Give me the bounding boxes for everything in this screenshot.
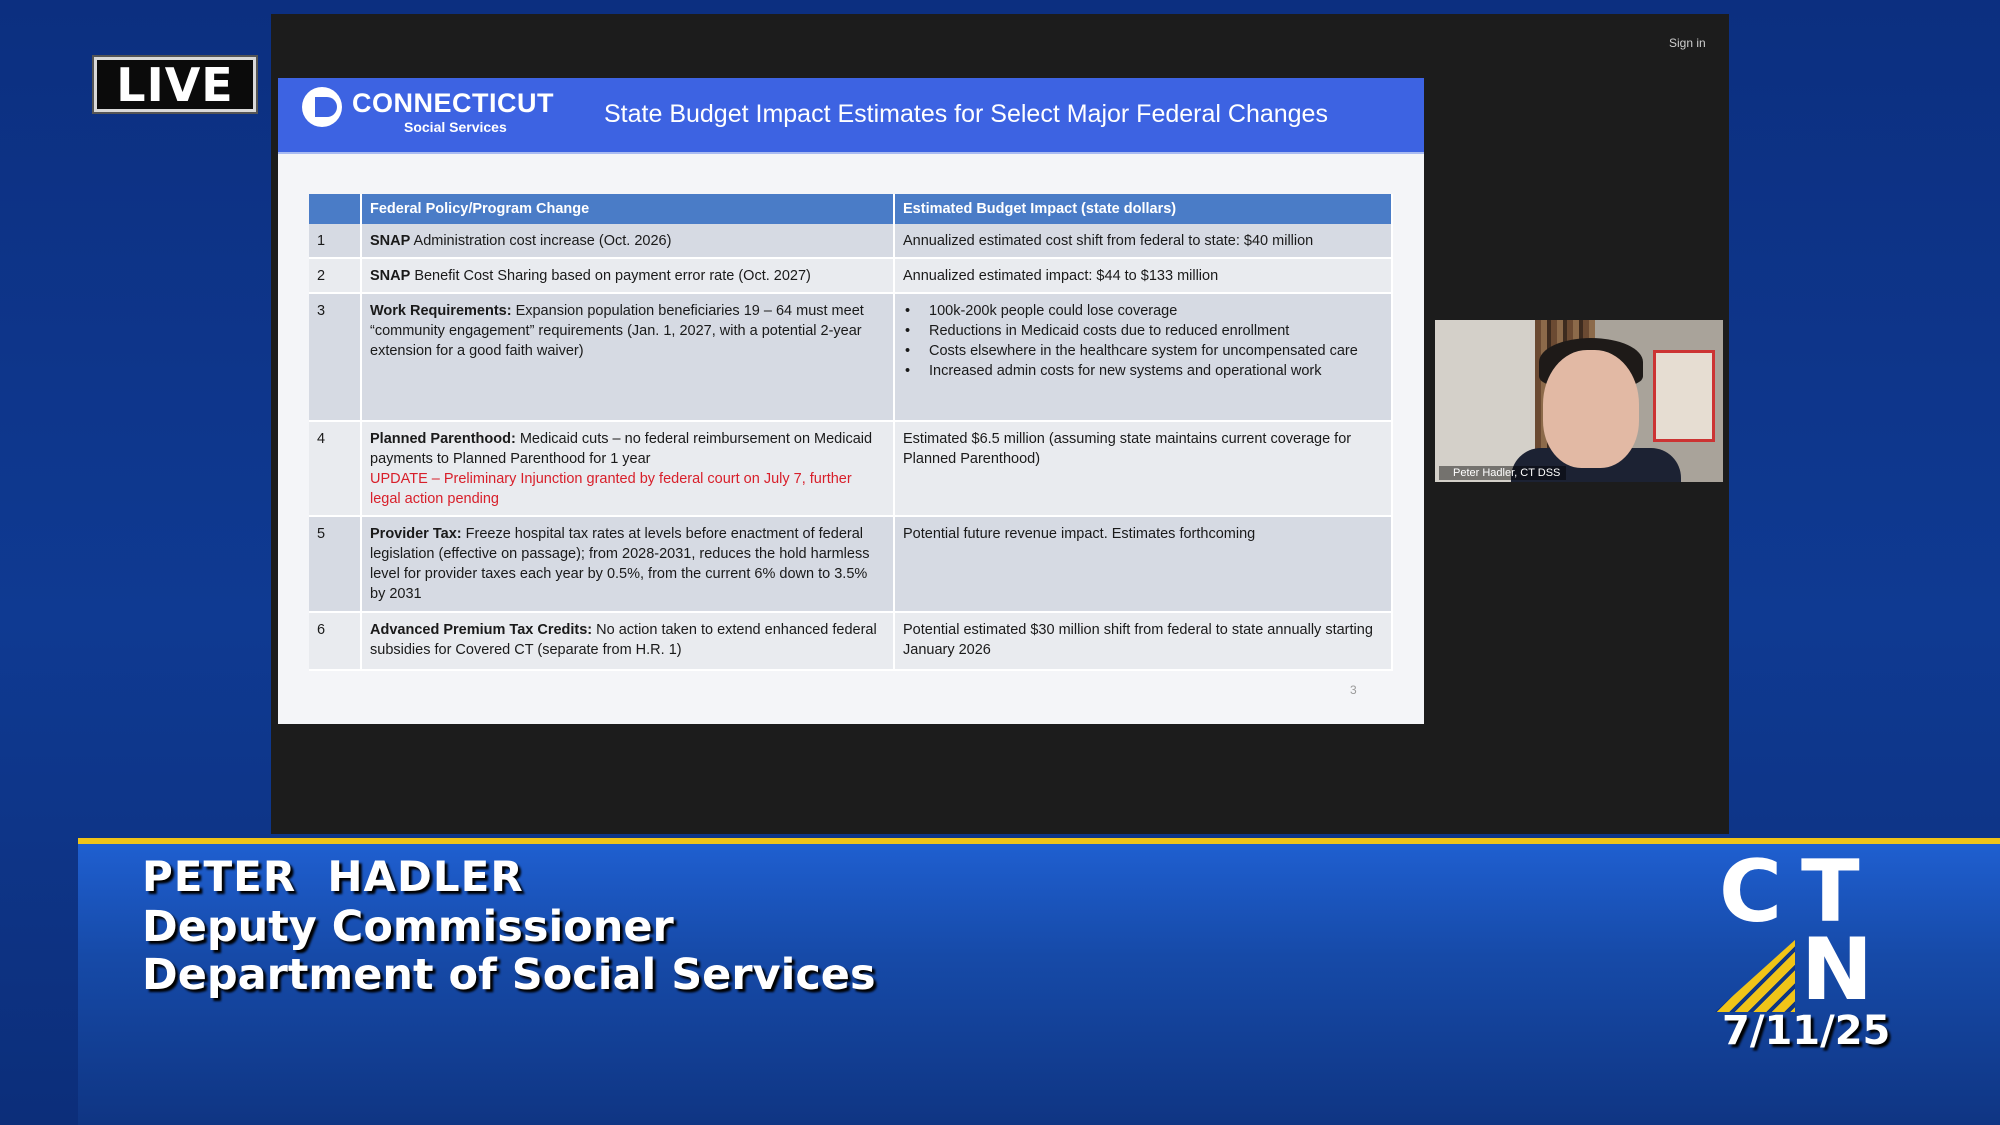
row-number: 3	[309, 293, 361, 421]
policy-name: SNAP	[370, 268, 411, 284]
policy-cell	[361, 293, 894, 421]
row-number: 2	[309, 258, 361, 293]
policy-table	[309, 194, 1393, 671]
row-number: 6	[309, 612, 361, 670]
table-row	[309, 224, 1392, 258]
impact-cell: Annualized estimated impact: $44 to $133 million	[894, 258, 1392, 293]
speaker-video-tile[interactable]	[1435, 320, 1723, 482]
table-row	[309, 421, 1392, 516]
logo-name: CONNECTICUT	[352, 88, 554, 118]
broadcast-date: 7/11/25	[1722, 1008, 1891, 1054]
list-item: • Reductions in Medicaid costs due to reduced enrollment	[903, 321, 1383, 341]
column-header-policy: Federal Policy/Program Change	[361, 194, 894, 224]
impact-cell: Potential future revenue impact. Estimates forthcoming	[894, 516, 1392, 612]
list-item: • 100k-200k people could lose coverage	[903, 301, 1383, 321]
policy-cell	[361, 516, 894, 612]
impact-cell: Estimated $6.5 million (assuming state maintains current coverage for Planned Parenthood)	[894, 421, 1392, 516]
policy-cell	[361, 258, 894, 293]
policy-name: Advanced Premium Tax Credits:	[370, 622, 593, 638]
table-row	[309, 293, 1392, 421]
impact-cell: Potential estimated $30 million shift from federal to state annually starting January 2026	[894, 612, 1392, 670]
column-header-impact: Estimated Budget Impact (state dollars)	[894, 194, 1392, 224]
policy-update-note: UPDATE – Preliminary Injunction granted by federal court on July 7, further legal action pending	[370, 471, 852, 507]
ctn-logo	[1715, 842, 1875, 1020]
impact-cell: Annualized estimated cost shift from federal to state: $40 million	[894, 224, 1392, 258]
impact-list	[903, 301, 1383, 381]
speaker-title: Deputy Commissioner	[142, 902, 674, 952]
policy-description: No action taken to extend enhanced federal subsidies for Covered CT (separate from H.R. 1)	[370, 622, 877, 658]
table-row	[309, 516, 1392, 612]
logo-subtitle: Social Services	[404, 119, 507, 135]
table-row	[309, 612, 1392, 670]
participant-name-label	[1439, 466, 1566, 480]
tile-poster	[1653, 350, 1715, 442]
policy-name: SNAP	[370, 233, 411, 249]
slide-title: State Budget Impact Estimates for Select Major Federal Changes	[604, 100, 1328, 128]
impact-cell	[894, 293, 1392, 421]
presentation-slide	[278, 78, 1424, 724]
ctn-logo-letter: N	[1801, 920, 1873, 1020]
table-row	[309, 258, 1392, 293]
speaker-face	[1543, 350, 1639, 468]
speaker-department: Department of Social Services	[142, 950, 876, 1000]
row-number: 4	[309, 421, 361, 516]
ctn-logo-letter: C	[1719, 842, 1783, 942]
policy-description: Medicaid cuts – no federal reimbursement on Medicaid payments to Planned Parenthood for 1 year	[370, 431, 873, 467]
list-item: • Costs elsewhere in the healthcare system for uncompensated care	[903, 341, 1383, 361]
sign-in-link[interactable]: Sign in	[1669, 36, 1706, 50]
policy-description: Benefit Cost Sharing based on payment error rate (Oct. 2027)	[410, 268, 811, 284]
speaker-name: PETER HADLER	[142, 852, 524, 901]
policy-name: Provider Tax:	[370, 526, 462, 542]
policy-cell	[361, 421, 894, 516]
participant-name: Peter Hadler, CT DSS	[1453, 467, 1561, 479]
row-number: 1	[309, 224, 361, 258]
ct-sun-icon	[1715, 940, 1795, 1012]
policy-name: Work Requirements:	[370, 303, 512, 319]
policy-name: Planned Parenthood:	[370, 431, 516, 447]
row-number: 5	[309, 516, 361, 612]
column-header-number	[309, 194, 361, 224]
ctn-logo-letter: T	[1801, 842, 1860, 942]
connecticut-logo-icon	[302, 87, 342, 127]
policy-cell	[361, 612, 894, 670]
slide-header	[278, 78, 1424, 154]
policy-description: Freeze hospital tax rates at levels before enactment of federal legislation (effective on passage); from 2028-2031, reduces the hold harmless level for provider taxes each year by 0.5%, from the current 6% down to 3.5% by 2031	[370, 526, 870, 602]
policy-description: Expansion population beneficiaries 19 – 64 must meet “community engagement” requirements (Jan. 1, 2027, with a potential 2-year extension for a good faith waiver)	[370, 303, 864, 359]
policy-description: Administration cost increase (Oct. 2026)	[410, 233, 672, 249]
slide-page-number: 3	[1350, 683, 1357, 697]
table-header-row	[309, 194, 1392, 224]
list-item: • Increased admin costs for new systems and operational work	[903, 361, 1383, 381]
live-badge: LIVE	[94, 57, 256, 112]
policy-cell	[361, 224, 894, 258]
